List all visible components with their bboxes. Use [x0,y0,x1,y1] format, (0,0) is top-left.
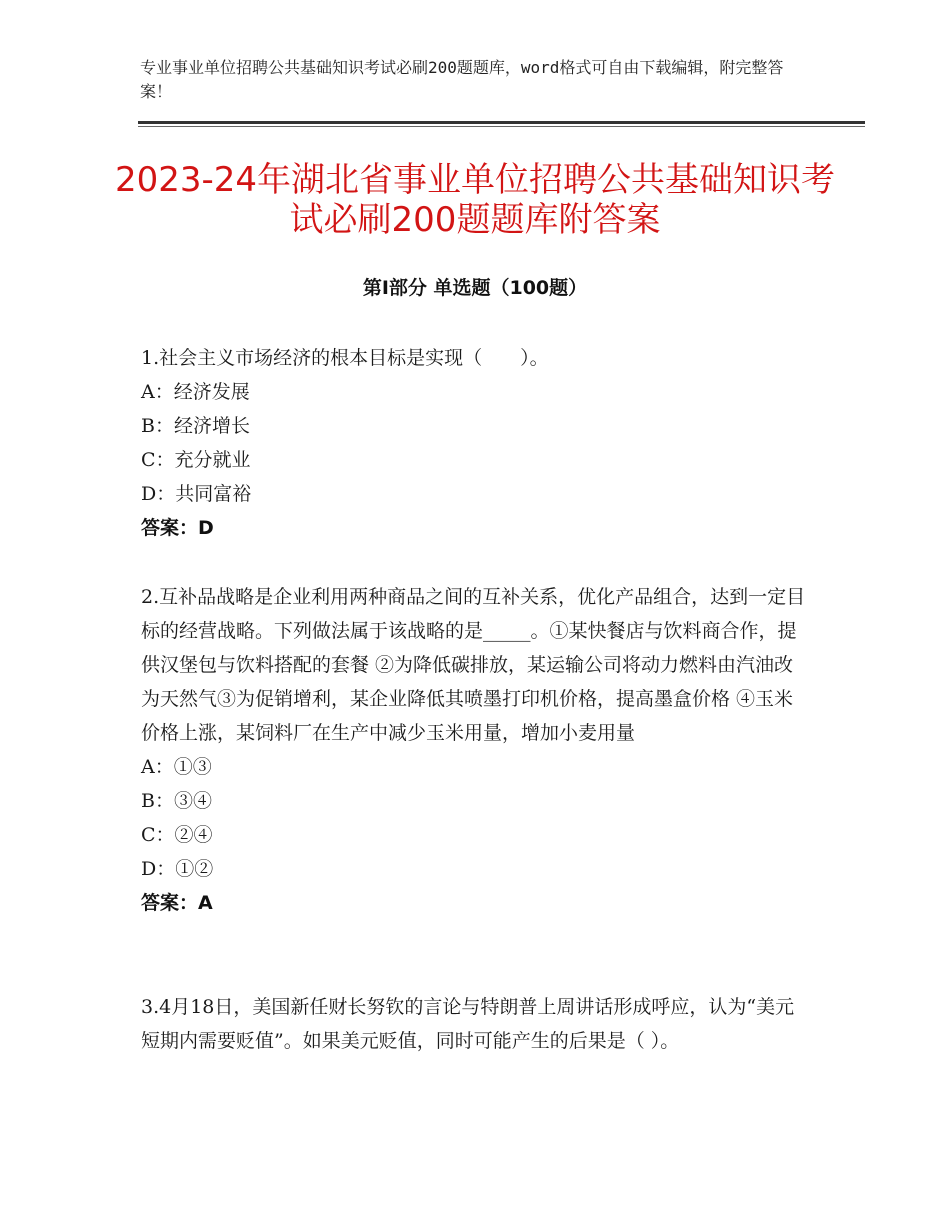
question-stem: 2.互补品战略是企业利用两种商品之间的互补关系，优化产品组合，达到一定目标的经营战略。下列做法属于该战略的是_____。①某快餐店与饮料商合作，提供汉堡包与饮料搭配的套餐 ②为降低碳排放，某运输公司将动力燃料由汽油改为天然气③为促销增利，某企业降低其喷墨打印机价格，提高墨盒价格 ④玉米价格上涨，某饲料厂在生产中减少玉米用量，增加小麦用量 [141,586,806,744]
question-3 [141,990,811,1058]
section-title: 第Ⅰ部分 单选题（100题） [362,277,588,299]
option-d: D：①② [141,858,214,880]
question-stem: 1.社会主义市场经济的根本目标是实现（ ）。 [141,347,549,369]
answer: 答案：D [141,517,214,539]
header-rule-thick [138,121,865,124]
option-b: B：经济增长 [141,415,250,437]
option-c: C：②④ [141,824,213,846]
header-rule-thin [138,126,865,127]
question-2 [141,580,811,920]
option-b: B：③④ [141,790,212,812]
option-d: D：共同富裕 [141,483,252,505]
question-stem: 3.4月18日，美国新任财长努钦的言论与特朗普上周讲话形成呼应，认为“美元短期内需要贬值”。如果美元贬值，同时可能产生的后果是（ ）。 [141,996,795,1052]
option-a: A：经济发展 [141,381,250,403]
option-a: A：①③ [141,756,212,778]
option-c: C：充分就业 [141,449,251,471]
question-1 [141,341,811,545]
answer: 答案：A [141,892,213,914]
header-note: 专业事业单位招聘公共基础知识考试必刷200题题库，word格式可自由下载编辑，附完整答案！ [140,58,784,101]
document-title: 2023-24年湖北省事业单位招聘公共基础知识考试必刷200题题库附答案 [114,160,836,240]
